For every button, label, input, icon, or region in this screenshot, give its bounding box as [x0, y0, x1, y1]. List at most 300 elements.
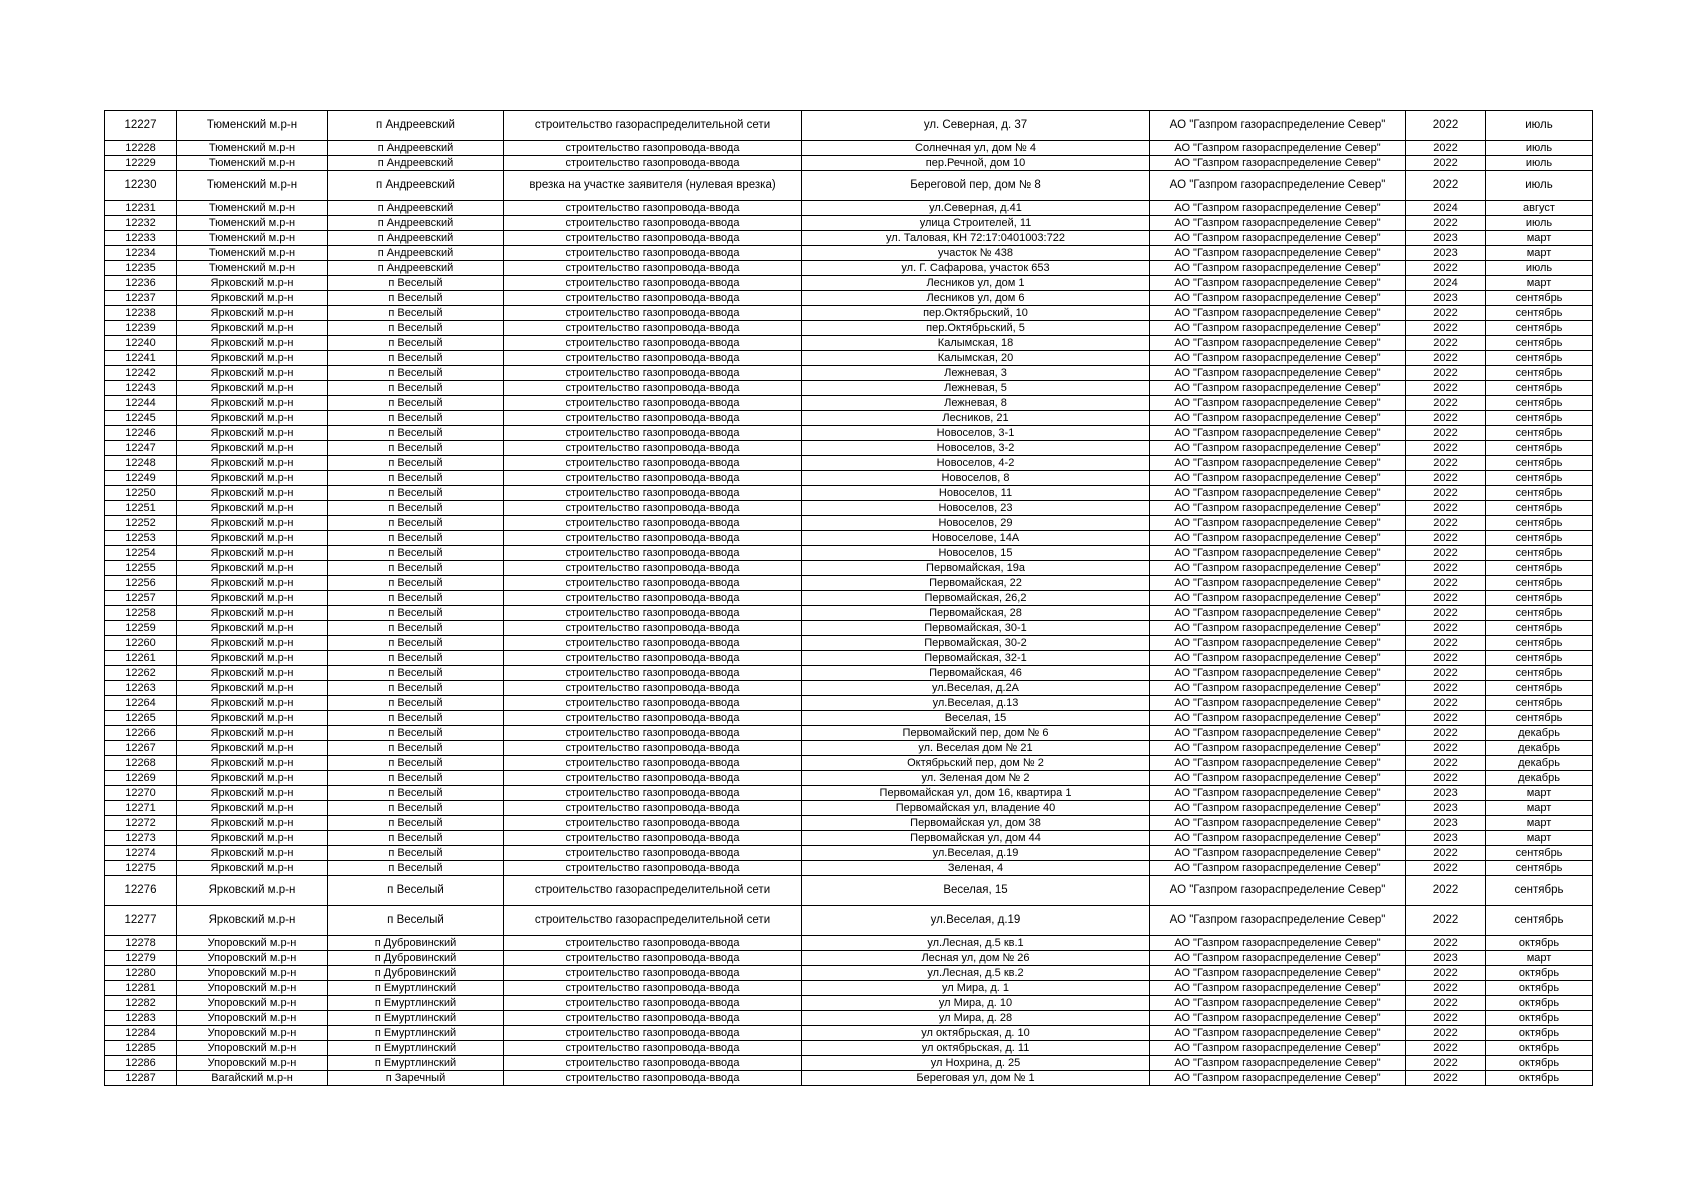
district-cell: Тюменский м.р-н — [177, 141, 328, 156]
address-cell: Лежневая, 3 — [802, 366, 1150, 381]
month-cell: октябрь — [1486, 1071, 1593, 1086]
district-cell: Ярковский м.р-н — [177, 561, 328, 576]
organization-cell: АО "Газпром газораспределение Север" — [1150, 1041, 1406, 1056]
district-cell: Ярковский м.р-н — [177, 276, 328, 291]
year-cell: 2024 — [1406, 276, 1486, 291]
address-cell: ул. Веселая дом № 21 — [802, 741, 1150, 756]
table-row — [105, 516, 1593, 531]
month-cell: октябрь — [1486, 966, 1593, 981]
month-cell: сентябрь — [1486, 711, 1593, 726]
district-cell: Ярковский м.р-н — [177, 396, 328, 411]
work-type-cell: строительство газопровода-ввода — [504, 681, 802, 696]
organization-cell: АО "Газпром газораспределение Север" — [1150, 1071, 1406, 1086]
address-cell: ул. Г. Сафарова, участок 653 — [802, 261, 1150, 276]
work-type-cell: строительство газопровода-ввода — [504, 996, 802, 1011]
row-number-cell: 12252 — [105, 516, 177, 531]
district-cell: Упоровский м.р-н — [177, 951, 328, 966]
settlement-cell: п Веселый — [328, 456, 504, 471]
district-cell: Ярковский м.р-н — [177, 711, 328, 726]
month-cell: март — [1486, 951, 1593, 966]
year-cell: 2022 — [1406, 561, 1486, 576]
row-number-cell: 12231 — [105, 201, 177, 216]
settlement-cell: п Веселый — [328, 576, 504, 591]
month-cell: сентябрь — [1486, 336, 1593, 351]
row-number-cell: 12247 — [105, 441, 177, 456]
year-cell: 2022 — [1406, 1011, 1486, 1026]
organization-cell: АО "Газпром газораспределение Север" — [1150, 411, 1406, 426]
work-type-cell: строительство газопровода-ввода — [504, 621, 802, 636]
organization-cell: АО "Газпром газораспределение Север" — [1150, 471, 1406, 486]
settlement-cell: п Андреевский — [328, 231, 504, 246]
year-cell: 2022 — [1406, 456, 1486, 471]
month-cell: июль — [1486, 261, 1593, 276]
year-cell: 2022 — [1406, 411, 1486, 426]
month-cell: октябрь — [1486, 981, 1593, 996]
table-row — [105, 666, 1593, 681]
organization-cell: АО "Газпром газораспределение Север" — [1150, 1056, 1406, 1071]
district-cell: Ярковский м.р-н — [177, 681, 328, 696]
work-type-cell: строительство газопровода-ввода — [504, 591, 802, 606]
district-cell: Упоровский м.р-н — [177, 1026, 328, 1041]
row-number-cell: 12279 — [105, 951, 177, 966]
settlement-cell: п Емуртлинский — [328, 981, 504, 996]
month-cell: октябрь — [1486, 1026, 1593, 1041]
settlement-cell: п Веселый — [328, 276, 504, 291]
table-row — [105, 231, 1593, 246]
row-number-cell: 12246 — [105, 426, 177, 441]
year-cell: 2022 — [1406, 486, 1486, 501]
address-cell: Лежневая, 8 — [802, 396, 1150, 411]
table-row — [105, 726, 1593, 741]
table-row — [105, 876, 1593, 906]
row-number-cell: 12269 — [105, 771, 177, 786]
table-row — [105, 276, 1593, 291]
work-type-cell: строительство газопровода-ввода — [504, 756, 802, 771]
row-number-cell: 12283 — [105, 1011, 177, 1026]
year-cell: 2022 — [1406, 531, 1486, 546]
organization-cell: АО "Газпром газораспределение Север" — [1150, 276, 1406, 291]
address-cell: ул.Лесная, д.5 кв.1 — [802, 936, 1150, 951]
year-cell: 2022 — [1406, 741, 1486, 756]
address-cell: Октябрьский пер, дом № 2 — [802, 756, 1150, 771]
month-cell: сентябрь — [1486, 651, 1593, 666]
work-type-cell: строительство газопровода-ввода — [504, 426, 802, 441]
table-row — [105, 1071, 1593, 1086]
table-row — [105, 291, 1593, 306]
year-cell: 2022 — [1406, 876, 1486, 906]
organization-cell: АО "Газпром газораспределение Север" — [1150, 171, 1406, 201]
work-type-cell: врезка на участке заявителя (нулевая врезка) — [504, 171, 802, 201]
table-row — [105, 156, 1593, 171]
table-row — [105, 786, 1593, 801]
table-row — [105, 171, 1593, 201]
month-cell: сентябрь — [1486, 291, 1593, 306]
row-number-cell: 12233 — [105, 231, 177, 246]
settlement-cell: п Емуртлинский — [328, 1011, 504, 1026]
work-type-cell: строительство газопровода-ввода — [504, 141, 802, 156]
table-row — [105, 531, 1593, 546]
organization-cell: АО "Газпром газораспределение Север" — [1150, 681, 1406, 696]
year-cell: 2022 — [1406, 981, 1486, 996]
table-row — [105, 696, 1593, 711]
address-cell: ул октябрьская, д. 10 — [802, 1026, 1150, 1041]
year-cell: 2023 — [1406, 246, 1486, 261]
settlement-cell: п Веселый — [328, 801, 504, 816]
work-type-cell: строительство газопровода-ввода — [504, 351, 802, 366]
address-cell: пер.Октябрьский, 10 — [802, 306, 1150, 321]
work-type-cell: строительство газопровода-ввода — [504, 516, 802, 531]
district-cell: Ярковский м.р-н — [177, 636, 328, 651]
address-cell: Первомайская ул, дом 16, квартира 1 — [802, 786, 1150, 801]
address-cell: Калымская, 20 — [802, 351, 1150, 366]
work-type-cell: строительство газопровода-ввода — [504, 381, 802, 396]
district-cell: Вагайский м.р-н — [177, 1071, 328, 1086]
work-type-cell: строительство газопровода-ввода — [504, 696, 802, 711]
month-cell: сентябрь — [1486, 606, 1593, 621]
organization-cell: АО "Газпром газораспределение Север" — [1150, 306, 1406, 321]
organization-cell: АО "Газпром газораспределение Север" — [1150, 696, 1406, 711]
district-cell: Ярковский м.р-н — [177, 906, 328, 936]
year-cell: 2022 — [1406, 156, 1486, 171]
year-cell: 2022 — [1406, 501, 1486, 516]
address-cell: участок № 438 — [802, 246, 1150, 261]
year-cell: 2022 — [1406, 216, 1486, 231]
year-cell: 2022 — [1406, 471, 1486, 486]
address-cell: Первомайская, 30-1 — [802, 621, 1150, 636]
work-type-cell: строительство газопровода-ввода — [504, 846, 802, 861]
row-number-cell: 12229 — [105, 156, 177, 171]
work-type-cell: строительство газопровода-ввода — [504, 411, 802, 426]
work-type-cell: строительство газопровода-ввода — [504, 576, 802, 591]
district-cell: Упоровский м.р-н — [177, 981, 328, 996]
settlement-cell: п Веселый — [328, 591, 504, 606]
district-cell: Упоровский м.р-н — [177, 1056, 328, 1071]
row-number-cell: 12259 — [105, 621, 177, 636]
address-cell: Новоселов, 8 — [802, 471, 1150, 486]
month-cell: сентябрь — [1486, 516, 1593, 531]
settlement-cell: п Веселый — [328, 846, 504, 861]
row-number-cell: 12227 — [105, 111, 177, 141]
address-cell: Первомайская, 30-2 — [802, 636, 1150, 651]
organization-cell: АО "Газпром газораспределение Север" — [1150, 876, 1406, 906]
organization-cell: АО "Газпром газораспределение Север" — [1150, 666, 1406, 681]
settlement-cell: п Андреевский — [328, 201, 504, 216]
month-cell: сентябрь — [1486, 456, 1593, 471]
year-cell: 2022 — [1406, 696, 1486, 711]
address-cell: Новоселов, 23 — [802, 501, 1150, 516]
month-cell: сентябрь — [1486, 696, 1593, 711]
table-row — [105, 1026, 1593, 1041]
settlement-cell: п Веселый — [328, 381, 504, 396]
year-cell: 2022 — [1406, 726, 1486, 741]
district-cell: Ярковский м.р-н — [177, 846, 328, 861]
year-cell: 2023 — [1406, 951, 1486, 966]
organization-cell: АО "Газпром газораспределение Север" — [1150, 756, 1406, 771]
address-cell: Первомайская, 28 — [802, 606, 1150, 621]
organization-cell: АО "Газпром газораспределение Север" — [1150, 156, 1406, 171]
address-cell: Зеленая, 4 — [802, 861, 1150, 876]
row-number-cell: 12261 — [105, 651, 177, 666]
address-cell: Новоселов, 3-1 — [802, 426, 1150, 441]
row-number-cell: 12266 — [105, 726, 177, 741]
address-cell: ул октябрьская, д. 11 — [802, 1041, 1150, 1056]
settlement-cell: п Веселый — [328, 786, 504, 801]
settlement-cell: п Веселый — [328, 531, 504, 546]
settlement-cell: п Дубровинский — [328, 966, 504, 981]
settlement-cell: п Заречный — [328, 1071, 504, 1086]
organization-cell: АО "Газпром газораспределение Север" — [1150, 621, 1406, 636]
row-number-cell: 12244 — [105, 396, 177, 411]
work-type-cell: строительство газопровода-ввода — [504, 486, 802, 501]
settlement-cell: п Веселый — [328, 366, 504, 381]
row-number-cell: 12257 — [105, 591, 177, 606]
month-cell: октябрь — [1486, 1041, 1593, 1056]
district-cell: Ярковский м.р-н — [177, 576, 328, 591]
district-cell: Ярковский м.р-н — [177, 621, 328, 636]
work-type-cell: строительство газопровода-ввода — [504, 801, 802, 816]
month-cell: сентябрь — [1486, 636, 1593, 651]
organization-cell: АО "Газпром газораспределение Север" — [1150, 846, 1406, 861]
organization-cell: АО "Газпром газораспределение Север" — [1150, 441, 1406, 456]
district-cell: Ярковский м.р-н — [177, 726, 328, 741]
year-cell: 2022 — [1406, 336, 1486, 351]
table-row — [105, 981, 1593, 996]
table-row — [105, 861, 1593, 876]
settlement-cell: п Веселый — [328, 606, 504, 621]
settlement-cell: п Веселый — [328, 756, 504, 771]
row-number-cell: 12239 — [105, 321, 177, 336]
month-cell: сентябрь — [1486, 426, 1593, 441]
month-cell: март — [1486, 231, 1593, 246]
address-cell: Береговая ул, дом № 1 — [802, 1071, 1150, 1086]
settlement-cell: п Веселый — [328, 486, 504, 501]
work-type-cell: строительство газопровода-ввода — [504, 201, 802, 216]
settlement-cell: п Веселый — [328, 396, 504, 411]
address-cell: Калымская, 18 — [802, 336, 1150, 351]
district-cell: Ярковский м.р-н — [177, 756, 328, 771]
year-cell: 2022 — [1406, 171, 1486, 201]
district-cell: Тюменский м.р-н — [177, 246, 328, 261]
district-cell: Ярковский м.р-н — [177, 741, 328, 756]
year-cell: 2022 — [1406, 606, 1486, 621]
settlement-cell: п Веселый — [328, 906, 504, 936]
settlement-cell: п Веселый — [328, 681, 504, 696]
month-cell: октябрь — [1486, 936, 1593, 951]
address-cell: ул. Северная, д. 37 — [802, 111, 1150, 141]
address-cell: Веселая, 15 — [802, 711, 1150, 726]
address-cell: Первомайская, 32-1 — [802, 651, 1150, 666]
settlement-cell: п Веселый — [328, 471, 504, 486]
district-cell: Тюменский м.р-н — [177, 216, 328, 231]
row-number-cell: 12276 — [105, 876, 177, 906]
year-cell: 2024 — [1406, 201, 1486, 216]
work-type-cell: строительство газопровода-ввода — [504, 231, 802, 246]
district-cell: Упоровский м.р-н — [177, 1011, 328, 1026]
work-type-cell: строительство газораспределительной сети — [504, 876, 802, 906]
year-cell: 2022 — [1406, 621, 1486, 636]
year-cell: 2022 — [1406, 441, 1486, 456]
settlement-cell: п Андреевский — [328, 246, 504, 261]
table-row — [105, 306, 1593, 321]
table-row — [105, 201, 1593, 216]
row-number-cell: 12267 — [105, 741, 177, 756]
month-cell: сентябрь — [1486, 471, 1593, 486]
settlement-cell: п Веселый — [328, 501, 504, 516]
month-cell: сентябрь — [1486, 681, 1593, 696]
row-number-cell: 12264 — [105, 696, 177, 711]
month-cell: сентябрь — [1486, 561, 1593, 576]
year-cell: 2022 — [1406, 426, 1486, 441]
address-cell: Новоселов, 3-2 — [802, 441, 1150, 456]
table-row — [105, 1056, 1593, 1071]
table-row — [105, 486, 1593, 501]
district-cell: Ярковский м.р-н — [177, 786, 328, 801]
address-cell: Первомайская ул, дом 44 — [802, 831, 1150, 846]
organization-cell: АО "Газпром газораспределение Север" — [1150, 351, 1406, 366]
district-cell: Ярковский м.р-н — [177, 321, 328, 336]
address-cell: Первомайская ул, дом 38 — [802, 816, 1150, 831]
address-cell: Новоселов, 4-2 — [802, 456, 1150, 471]
month-cell: сентябрь — [1486, 876, 1593, 906]
table-row — [105, 366, 1593, 381]
address-cell: ул.Веселая, д.2А — [802, 681, 1150, 696]
year-cell: 2022 — [1406, 711, 1486, 726]
organization-cell: АО "Газпром газораспределение Север" — [1150, 1026, 1406, 1041]
month-cell: сентябрь — [1486, 351, 1593, 366]
year-cell: 2022 — [1406, 636, 1486, 651]
year-cell: 2023 — [1406, 831, 1486, 846]
district-cell: Ярковский м.р-н — [177, 606, 328, 621]
address-cell: Береговой пер, дом № 8 — [802, 171, 1150, 201]
district-cell: Ярковский м.р-н — [177, 291, 328, 306]
table-row — [105, 906, 1593, 936]
settlement-cell: п Андреевский — [328, 171, 504, 201]
month-cell: сентябрь — [1486, 861, 1593, 876]
organization-cell: АО "Газпром газораспределение Север" — [1150, 1011, 1406, 1026]
district-cell: Ярковский м.р-н — [177, 486, 328, 501]
table-row — [105, 816, 1593, 831]
organization-cell: АО "Газпром газораспределение Север" — [1150, 966, 1406, 981]
work-type-cell: строительство газораспределительной сети — [504, 906, 802, 936]
year-cell: 2023 — [1406, 786, 1486, 801]
organization-cell: АО "Газпром газораспределение Север" — [1150, 771, 1406, 786]
address-cell: ул. Зеленая дом № 2 — [802, 771, 1150, 786]
district-cell: Ярковский м.р-н — [177, 411, 328, 426]
month-cell: март — [1486, 816, 1593, 831]
district-cell: Ярковский м.р-н — [177, 471, 328, 486]
year-cell: 2022 — [1406, 966, 1486, 981]
district-cell: Ярковский м.р-н — [177, 546, 328, 561]
table-row — [105, 576, 1593, 591]
organization-cell: АО "Газпром газораспределение Север" — [1150, 501, 1406, 516]
year-cell: 2022 — [1406, 996, 1486, 1011]
year-cell: 2022 — [1406, 666, 1486, 681]
settlement-cell: п Веселый — [328, 711, 504, 726]
settlement-cell: п Емуртлинский — [328, 1056, 504, 1071]
row-number-cell: 12262 — [105, 666, 177, 681]
year-cell: 2022 — [1406, 261, 1486, 276]
work-type-cell: строительство газопровода-ввода — [504, 471, 802, 486]
month-cell: октябрь — [1486, 1011, 1593, 1026]
work-type-cell: строительство газопровода-ввода — [504, 651, 802, 666]
month-cell: декабрь — [1486, 741, 1593, 756]
address-cell: ул.Веселая, д.19 — [802, 906, 1150, 936]
settlement-cell: п Емуртлинский — [328, 1026, 504, 1041]
organization-cell: АО "Газпром газораспределение Север" — [1150, 861, 1406, 876]
settlement-cell: п Веселый — [328, 336, 504, 351]
year-cell: 2022 — [1406, 516, 1486, 531]
month-cell: сентябрь — [1486, 621, 1593, 636]
data-table — [104, 110, 1593, 1086]
month-cell: сентябрь — [1486, 906, 1593, 936]
work-type-cell: строительство газопровода-ввода — [504, 606, 802, 621]
district-cell: Тюменский м.р-н — [177, 261, 328, 276]
month-cell: декабрь — [1486, 726, 1593, 741]
row-number-cell: 12273 — [105, 831, 177, 846]
organization-cell: АО "Газпром газораспределение Север" — [1150, 261, 1406, 276]
settlement-cell: п Веселый — [328, 321, 504, 336]
address-cell: Новоселов, 11 — [802, 486, 1150, 501]
organization-cell: АО "Газпром газораспределение Север" — [1150, 531, 1406, 546]
row-number-cell: 12250 — [105, 486, 177, 501]
work-type-cell: строительство газопровода-ввода — [504, 936, 802, 951]
organization-cell: АО "Газпром газораспределение Север" — [1150, 321, 1406, 336]
district-cell: Ярковский м.р-н — [177, 831, 328, 846]
month-cell: июль — [1486, 141, 1593, 156]
month-cell: июль — [1486, 171, 1593, 201]
year-cell: 2022 — [1406, 141, 1486, 156]
address-cell: Лесная ул, дом № 26 — [802, 951, 1150, 966]
year-cell: 2022 — [1406, 576, 1486, 591]
table-row — [105, 771, 1593, 786]
work-type-cell: строительство газопровода-ввода — [504, 156, 802, 171]
work-type-cell: строительство газопровода-ввода — [504, 816, 802, 831]
table-row — [105, 741, 1593, 756]
settlement-cell: п Веселый — [328, 351, 504, 366]
district-cell: Упоровский м.р-н — [177, 996, 328, 1011]
work-type-cell: строительство газопровода-ввода — [504, 771, 802, 786]
organization-cell: АО "Газпром газораспределение Север" — [1150, 786, 1406, 801]
year-cell: 2022 — [1406, 321, 1486, 336]
row-number-cell: 12238 — [105, 306, 177, 321]
row-number-cell: 12243 — [105, 381, 177, 396]
organization-cell: АО "Газпром газораспределение Север" — [1150, 636, 1406, 651]
year-cell: 2022 — [1406, 306, 1486, 321]
district-cell: Ярковский м.р-н — [177, 456, 328, 471]
address-cell: ул.Веселая, д.13 — [802, 696, 1150, 711]
settlement-cell: п Емуртлинский — [328, 1041, 504, 1056]
month-cell: июль — [1486, 216, 1593, 231]
organization-cell: АО "Газпром газораспределение Север" — [1150, 576, 1406, 591]
district-cell: Тюменский м.р-н — [177, 111, 328, 141]
organization-cell: АО "Газпром газораспределение Север" — [1150, 996, 1406, 1011]
work-type-cell: строительство газопровода-ввода — [504, 501, 802, 516]
district-cell: Ярковский м.р-н — [177, 366, 328, 381]
settlement-cell: п Веселый — [328, 636, 504, 651]
table-row — [105, 216, 1593, 231]
year-cell: 2022 — [1406, 936, 1486, 951]
organization-cell: АО "Газпром газораспределение Север" — [1150, 546, 1406, 561]
month-cell: март — [1486, 786, 1593, 801]
work-type-cell: строительство газопровода-ввода — [504, 1011, 802, 1026]
row-number-cell: 12272 — [105, 816, 177, 831]
settlement-cell: п Веселый — [328, 696, 504, 711]
row-number-cell: 12241 — [105, 351, 177, 366]
table-row — [105, 321, 1593, 336]
month-cell: сентябрь — [1486, 441, 1593, 456]
year-cell: 2022 — [1406, 771, 1486, 786]
year-cell: 2022 — [1406, 1026, 1486, 1041]
